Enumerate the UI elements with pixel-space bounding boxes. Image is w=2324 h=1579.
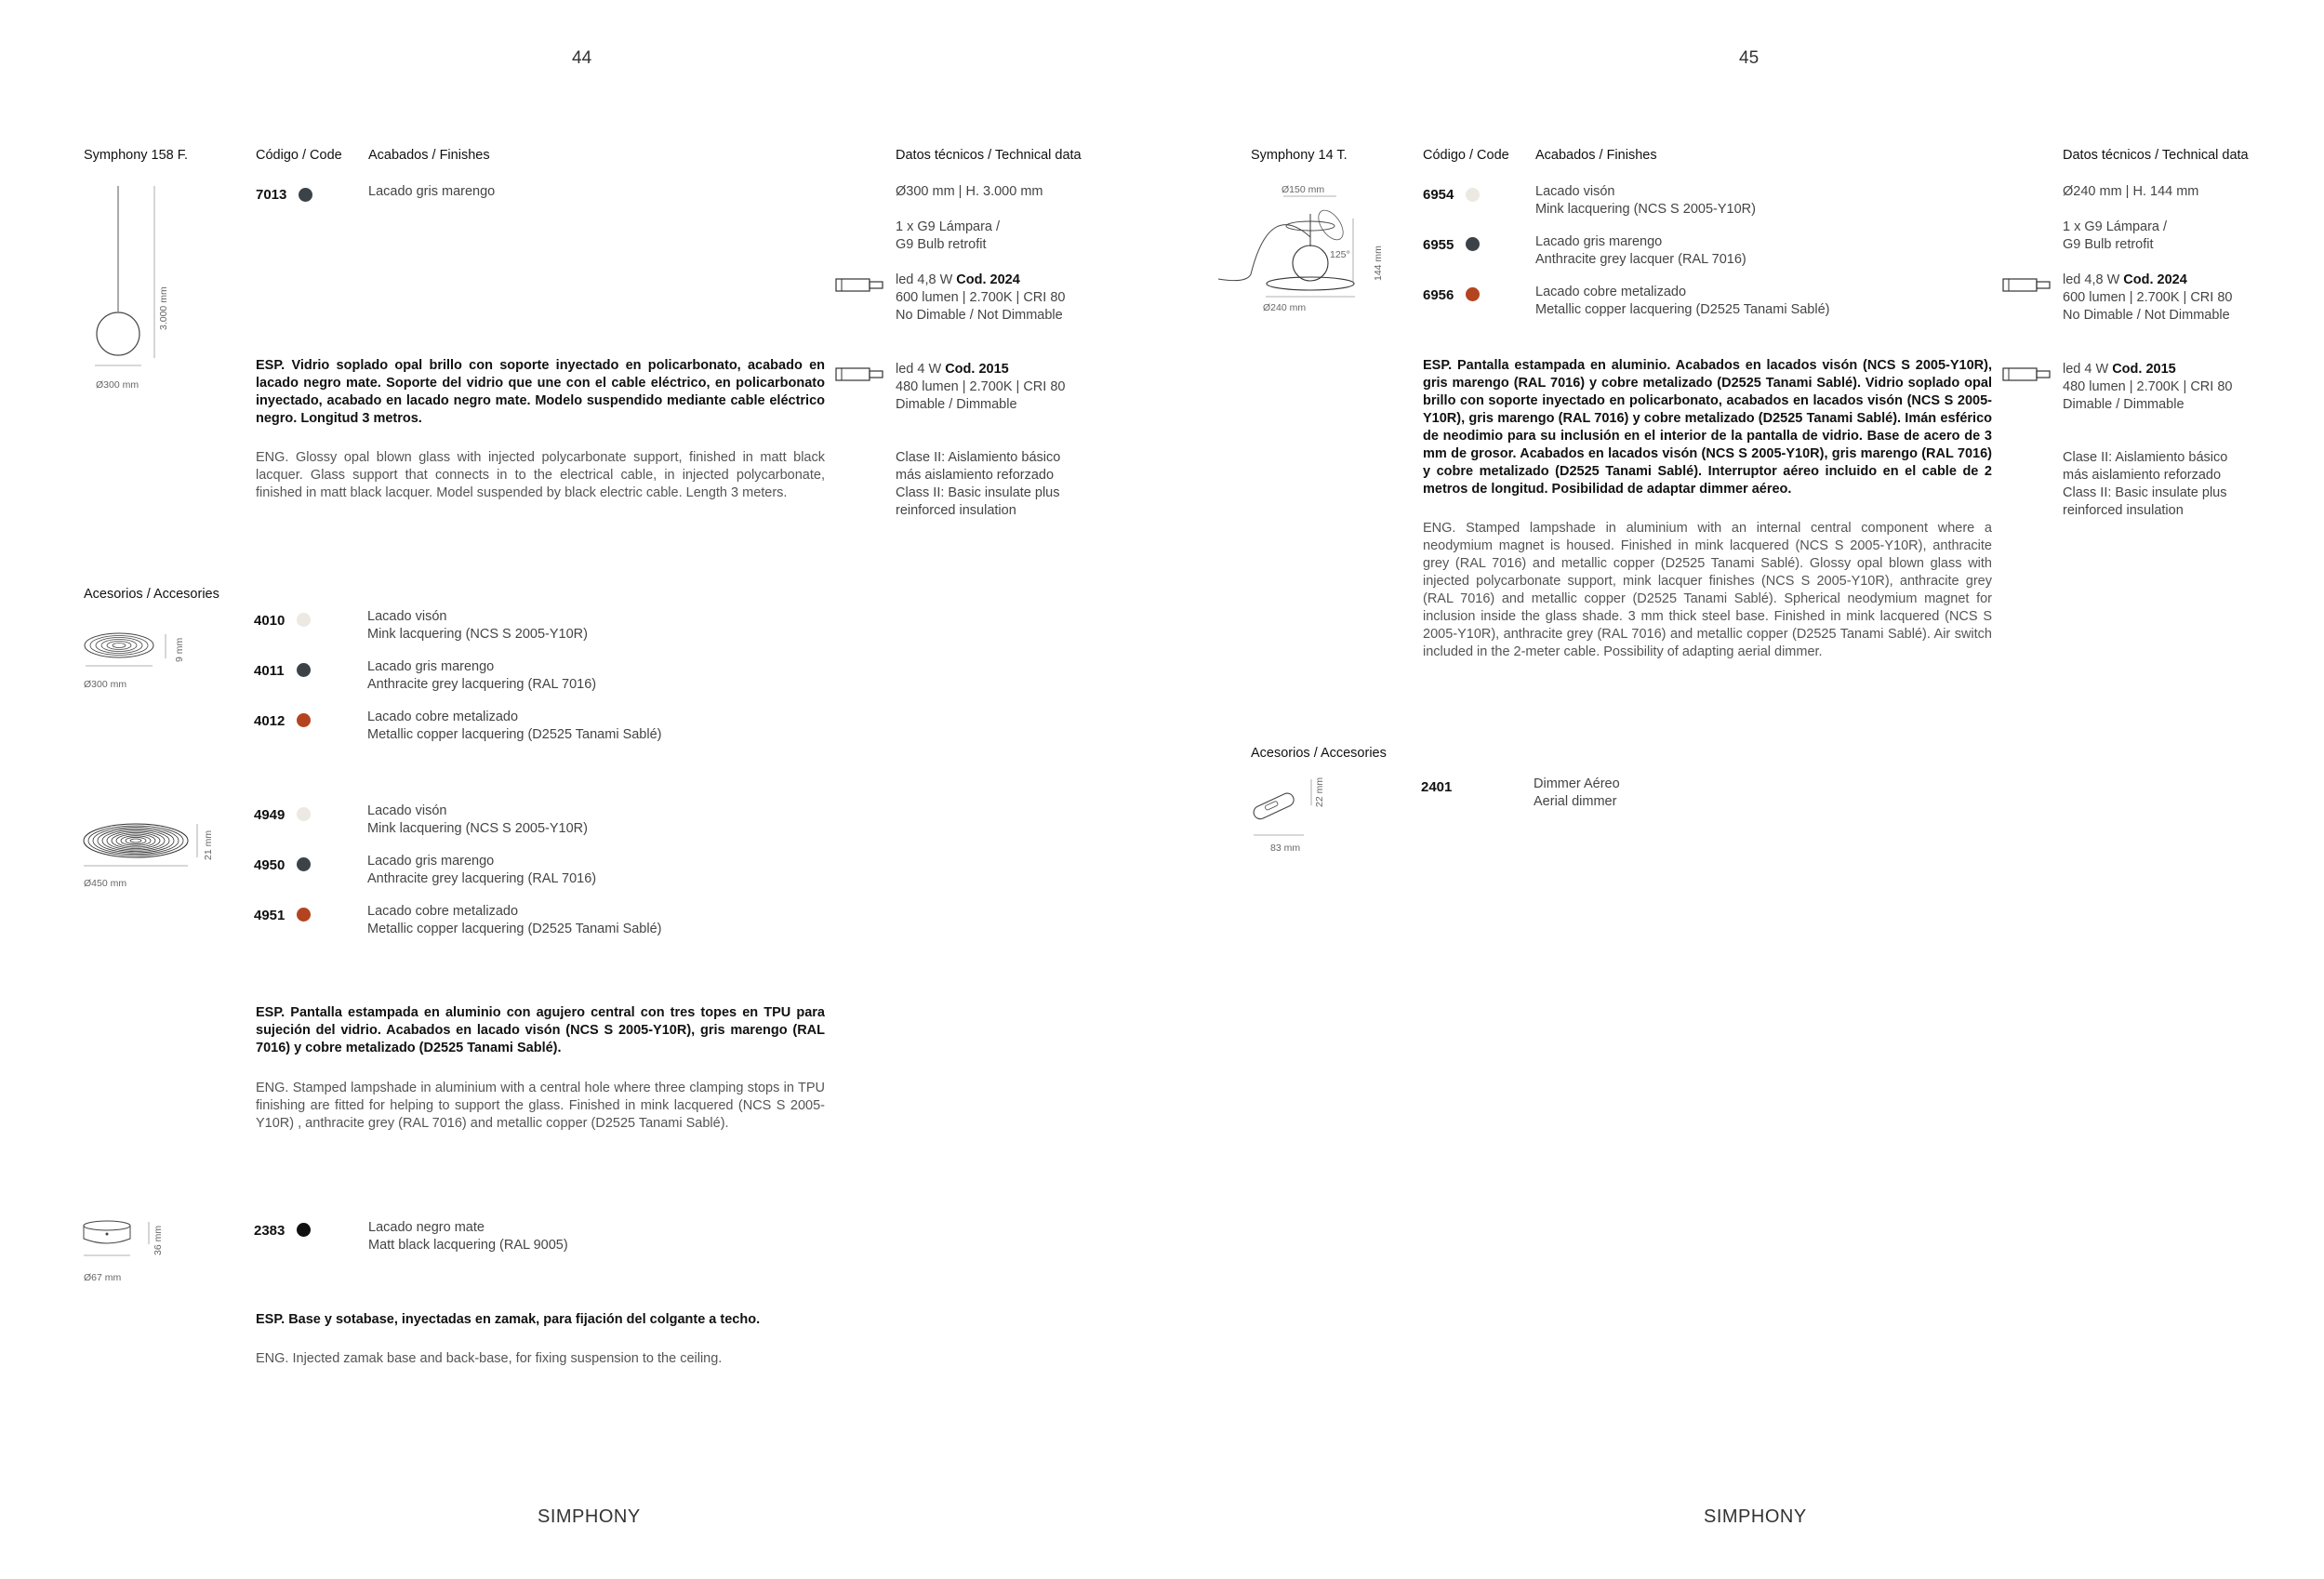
finish-label-7013: Lacado gris marengo [368, 184, 496, 199]
finish-es: Lacado visón [367, 803, 447, 818]
led1-dim: No Dimable / Not Dimmable [2063, 308, 2230, 323]
led-module-icon [834, 275, 886, 296]
description-esp-right: ESP. Pantalla estampada en aluminio. Acabados en lacados visón (NCS S 2005-Y10R), gris marengo (RAL 7016) y cobre metalizado (D2525 Tanami Sablé). Vidrio soplado opal brillo con soporte inyectado en policarbonato, acabados en lacados visón (NCS S 2005-Y10R), gris marengo (RAL 7016) y cobre metalizado (D2525 Tanami Sablé). Imán esférico de neodimio para su inclusión en el interior de la pantalla de vidrio. Base de acero de 3 mm de grosor. Acabados en lacados visón (NCS S 2005-Y10R), gris marengo (RAL 7016) y cobre metalizado (D2525 Tanami Sablé). Interruptor aéreo incluido en el cable de 2 metros de longitud. Posibilidad de adaptar dimmer aéreo. [1423, 358, 1992, 497]
tech-bulb-line2: G9 Bulb retrofit [896, 237, 987, 252]
pendant-height-label: 3.000 mm [158, 286, 169, 330]
finish-6956 [1535, 284, 1830, 319]
finish-4949 [367, 803, 588, 838]
header-finishes-right: Acabados / Finishes [1535, 148, 1657, 163]
finish-4012 [367, 709, 662, 744]
code-4949: 4949 [254, 807, 286, 823]
tech-led2-right [2063, 361, 2232, 414]
finish-4951 [367, 903, 662, 938]
led2-code: Cod. 2015 [945, 362, 1009, 377]
description-esp-left: ESP. Vidrio soplado opal brillo con soporte inyectado en policarbonato, acabado en lacado negro mate. Soporte del vidrio que une con el cable eléctrico, en policarbonato inyectado, acabado en lacado negro mate. Modelo suspendido mediante cable eléctrico negro. Longitud 3 metros. [256, 358, 825, 426]
tech-bulb-line1: 1 x G9 Lámpara / [2063, 219, 2168, 234]
tech-class-right [2063, 449, 2227, 520]
dimmer-width-label: 83 mm [1270, 843, 1301, 854]
tech-led1-left [896, 272, 1065, 325]
page-number-right: 45 [1739, 48, 1760, 68]
tech-led2-left [896, 361, 1065, 414]
finish-en: Matt black lacquering (RAL 9005) [368, 1238, 568, 1253]
finish-2383 [368, 1219, 568, 1254]
tech-bulb-left [896, 219, 1000, 254]
dimmer-en: Aerial dimmer [1534, 794, 1617, 809]
color-swatch-black [297, 1223, 311, 1237]
description-eng-right: ENG. Stamped lampshade in aluminium with an internal central component where a neodymium magnet is housed. Finished in mink lacquered (NCS S 2005-Y10R), anthracite grey (RAL 7016) and metallic copper (D2525 Tanami Sablé). Glossy opal blown glass with injected polycarbonate support, mink lacquer finishes (NCS S 2005-Y10R), anthracite grey (RAL 7016) and metallic copper (D2525 Tanami Sablé). Spherical neodymium magnet for inclusion inside the glass shade. 3 mm thick steel base. Finished in mink lacquered (NCS S 2005-Y10R), anthracite grey (RAL 7016) and metallic copper (D2525 Tanami Sablé). Air switch included in the 2-meter cable. Possibility of adapting aerial dimmer. [1423, 521, 1992, 659]
shade-450-diameter-label: Ø450 mm [84, 878, 127, 889]
finish-2401 [1534, 776, 1620, 811]
finish-en: Mink lacquering (NCS S 2005-Y10R) [1535, 202, 1756, 217]
header-code-right: Código / Code [1423, 148, 1509, 163]
led1-code: Cod. 2024 [2123, 272, 2187, 287]
led1-power: led 4,8 W [896, 272, 953, 287]
code-6956: 6956 [1423, 287, 1454, 303]
class-line: Class II: Basic insulate plus [896, 485, 1060, 500]
table-lamp-drawing [1214, 181, 1400, 302]
pendant-diameter-label: Ø300 mm [96, 379, 139, 391]
tech-size-right: Ø240 mm | H. 144 mm [2063, 184, 2199, 199]
led2-power: led 4 W [896, 362, 942, 377]
class-line: Clase II: Aislamiento básico [896, 450, 1061, 465]
code-4011: 4011 [254, 663, 285, 679]
finish-en: Metallic copper lacquering (D2525 Tanami Sablé) [367, 922, 662, 936]
color-swatch-copper [297, 908, 311, 922]
color-swatch-anthracite [297, 857, 311, 871]
led2-code: Cod. 2015 [2112, 362, 2176, 377]
finish-es: Lacado gris marengo [367, 854, 495, 869]
class-line: reinforced insulation [896, 503, 1016, 518]
code-6954: 6954 [1423, 187, 1454, 203]
tech-bulb-right [2063, 219, 2167, 254]
finish-en: Metallic copper lacquering (D2525 Tanami Sablé) [367, 727, 662, 742]
finish-en: Anthracite grey lacquer (RAL 7016) [1535, 252, 1746, 267]
lamp-base-diameter: Ø240 mm [1263, 302, 1307, 313]
led1-dim: No Dimable / Not Dimmable [896, 308, 1063, 323]
finish-es: Lacado gris marengo [367, 659, 495, 674]
finish-es: Lacado visón [1535, 184, 1615, 199]
header-technical-left: Datos técnicos / Technical data [896, 148, 1082, 163]
tech-led1-right [2063, 272, 2232, 325]
accessory-description-eng: ENG. Stamped lampshade in aluminium with a central hole where three clamping stops in TPU finishing are fitted for helping to support the glass. Finished in mink lacquered (NCS S 2005-Y10R) , anthracite grey (RAL 7016) and metallic copper (D2525 Tanami Sablé). [256, 1081, 825, 1131]
code-4012: 4012 [254, 713, 286, 729]
class-line: reinforced insulation [2063, 503, 2184, 518]
finish-es: Lacado gris marengo [1535, 234, 1663, 249]
color-swatch-mink [297, 807, 311, 821]
pendant-lamp-drawing [84, 181, 195, 395]
finish-es: Lacado cobre metalizado [1535, 285, 1687, 299]
base-description-eng: ENG. Injected zamak base and back-base, for fixing suspension to the ceiling. [256, 1351, 723, 1366]
base-diameter-label: Ø67 mm [84, 1272, 122, 1283]
color-swatch-copper [297, 713, 311, 727]
accessories-title-left: Acesorios / Accesories [84, 587, 219, 602]
led-module-icon [834, 365, 886, 385]
accessory-description-esp: ESP. Pantalla estampada en aluminio con agujero central con tres topes en TPU para sujeción del vidrio. Acabados en lacado visón (NCS S 2005-Y10R), gris marengo (RAL 7016) y cobre metalizado (D2525 Tanami Sablé). [256, 1005, 825, 1055]
dimmer-es: Dimmer Aéreo [1534, 776, 1620, 791]
lamp-top-diameter: Ø150 mm [1282, 184, 1325, 195]
color-swatch-anthracite [297, 663, 311, 677]
color-swatch-anthracite [299, 188, 312, 202]
led1-power: led 4,8 W [2063, 272, 2120, 287]
code-2401: 2401 [1421, 779, 1453, 795]
finish-en: Metallic copper lacquering (D2525 Tanami Sablé) [1535, 302, 1830, 317]
description-eng-left: ENG. Glossy opal blown glass with injected polycarbonate support, finished in matt black lacquer. Glass support that connects in to the electrical cable, in injected polycarbonate, finished in matt black lacquer. Model suspended by black electric cable. Length 3 meters. [256, 450, 825, 500]
tech-bulb-line2: G9 Bulb retrofit [2063, 237, 2154, 252]
code-7013: 7013 [256, 187, 287, 203]
led-module-icon [2001, 365, 2053, 385]
led1-code: Cod. 2024 [956, 272, 1020, 287]
header-finishes-left: Acabados / Finishes [368, 148, 490, 163]
class-line: más aislamiento reforzado [896, 468, 1055, 483]
led2-power: led 4 W [2063, 362, 2109, 377]
accessories-title-right: Acesorios / Accesories [1251, 746, 1387, 761]
dimmer-height-label: 22 mm [1314, 776, 1325, 807]
finish-en: Mink lacquering (NCS S 2005-Y10R) [367, 627, 588, 642]
finish-4011 [367, 658, 596, 694]
finish-4010 [367, 608, 588, 644]
finish-en: Anthracite grey lacquering (RAL 7016) [367, 871, 597, 886]
shade-450-height-label: 21 mm [203, 829, 214, 860]
led2-lumen: 480 lumen | 2.700K | CRI 80 [896, 379, 1066, 394]
class-line: Class II: Basic insulate plus [2063, 485, 2227, 500]
footer-right: SIMPHONY [1704, 1506, 1807, 1527]
lamp-height: 144 mm [1373, 245, 1384, 281]
lamp-angle: 125° [1330, 249, 1350, 260]
led1-lumen: 600 lumen | 2.700K | CRI 80 [2063, 290, 2233, 305]
finish-en: Anthracite grey lacquering (RAL 7016) [367, 677, 597, 692]
footer-left: SIMPHONY [538, 1506, 641, 1527]
page-number-left: 44 [572, 48, 592, 68]
led1-lumen: 600 lumen | 2.700K | CRI 80 [896, 290, 1066, 305]
finish-4950 [367, 853, 596, 888]
finish-en: Mink lacquering (NCS S 2005-Y10R) [367, 821, 588, 836]
led-module-icon [2001, 275, 2053, 296]
finish-6955 [1535, 233, 1746, 269]
code-2383: 2383 [254, 1223, 286, 1239]
color-swatch-mink [297, 613, 311, 627]
code-4951: 4951 [254, 908, 286, 923]
finish-6954 [1535, 183, 1756, 219]
finish-es: Lacado cobre metalizado [367, 710, 519, 724]
product-name-left: Symphony 158 F. [84, 148, 189, 163]
code-4010: 4010 [254, 613, 286, 629]
product-name-right: Symphony 14 T. [1251, 148, 1348, 163]
color-swatch-copper [1466, 287, 1480, 301]
shade-300-diameter-label: Ø300 mm [84, 679, 127, 690]
aerial-dimmer-drawing [1246, 772, 1321, 846]
finish-es: Lacado cobre metalizado [367, 904, 519, 919]
tech-size-left: Ø300 mm | H. 3.000 mm [896, 184, 1043, 199]
code-6955: 6955 [1423, 237, 1454, 253]
class-line: Clase II: Aislamiento básico [2063, 450, 2228, 465]
shade-450-drawing [82, 816, 203, 882]
finish-es: Lacado negro mate [368, 1220, 485, 1235]
header-technical-right: Datos técnicos / Technical data [2063, 148, 2249, 163]
finish-es: Lacado visón [367, 609, 447, 624]
led2-lumen: 480 lumen | 2.700K | CRI 80 [2063, 379, 2233, 394]
tech-class-left [896, 449, 1060, 520]
shade-300-height-label: 9 mm [174, 637, 185, 662]
color-swatch-mink [1466, 188, 1480, 202]
class-line: más aislamiento reforzado [2063, 468, 2222, 483]
tech-bulb-line1: 1 x G9 Lámpara / [896, 219, 1001, 234]
shade-300-drawing [82, 625, 184, 681]
led2-dim: Dimable / Dimmable [896, 397, 1017, 412]
base-description-esp: ESP. Base y sotabase, inyectadas en zamak, para fijación del colgante a techo. [256, 1312, 761, 1327]
code-4950: 4950 [254, 857, 286, 873]
header-code-left: Código / Code [256, 148, 342, 163]
led2-dim: Dimable / Dimmable [2063, 397, 2185, 412]
base-height-label: 36 mm [153, 1225, 164, 1255]
color-swatch-anthracite [1466, 237, 1480, 251]
